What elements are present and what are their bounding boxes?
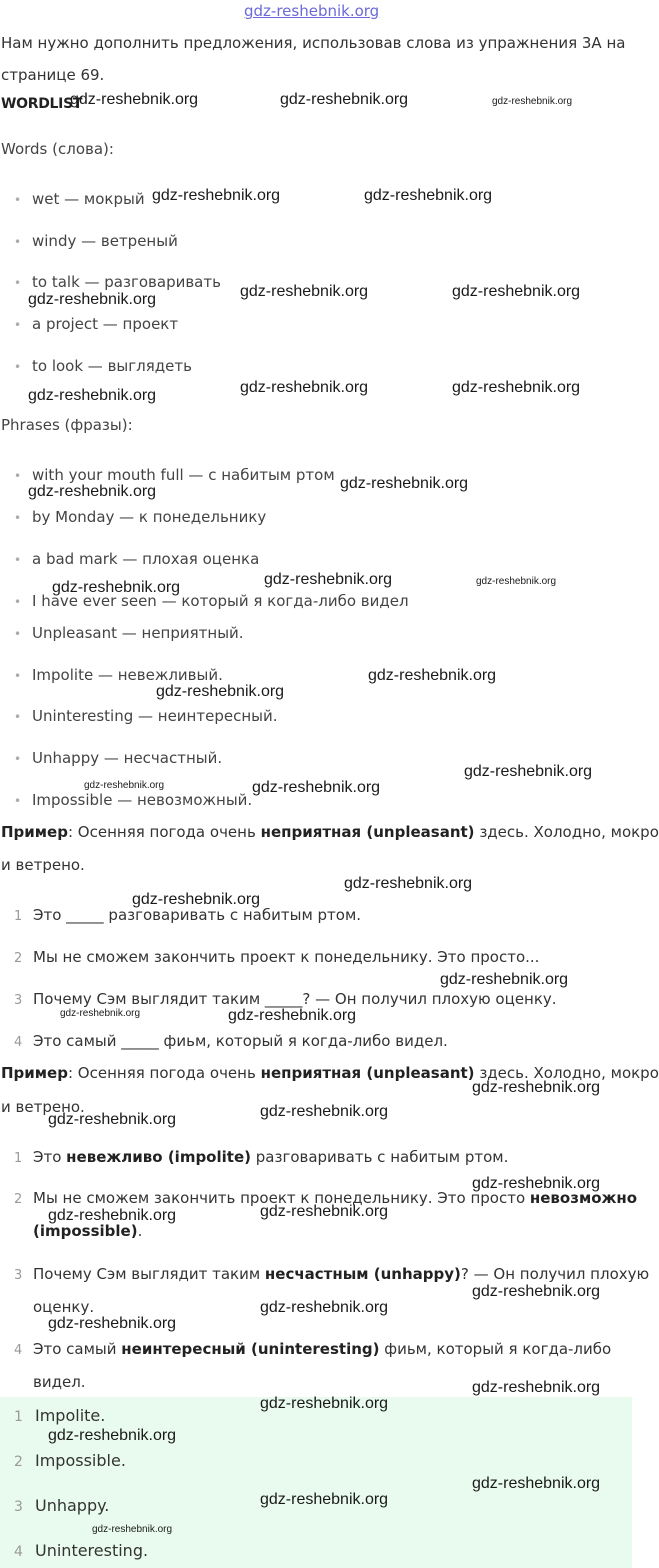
watermark: gdz-reshebnik.org [28, 483, 157, 500]
list-item: • by Monday — к понедельнику [14, 508, 267, 526]
watermark: gdz-reshebnik.org [132, 891, 261, 908]
task-item: 1 Это _____ разговаривать с набитым ртом. [14, 906, 362, 924]
bullet-icon: • [14, 360, 22, 374]
watermark: gdz-reshebnik.org [260, 1491, 389, 1508]
list-item: • Unpleasant — неприятный. [14, 624, 244, 642]
list-item: • windy — ветреный [14, 232, 178, 250]
list-item: • Impossible — невозможный. [14, 791, 253, 809]
watermark: gdz-reshebnik.org [60, 1008, 141, 1019]
solved-item-line-2: (impossible). [33, 1222, 143, 1240]
watermark: gdz-reshebnik.org [48, 1315, 177, 1332]
example-line-2-repeat: и ветрено. [1, 1098, 85, 1116]
task-item: 4 Это самый _____ фиьм, который я когда-либо видел. [14, 1032, 448, 1050]
list-item: • with your mouth full — с набитым ртом [14, 466, 335, 484]
watermark: gdz-reshebnik.org [70, 91, 199, 108]
watermark: gdz-reshebnik.org [472, 1475, 601, 1492]
example-line-repeat: Пример: Осенняя погода очень неприятная (unpleasant) здесь. Холодно, мокро [1, 1064, 659, 1082]
watermark: gdz-reshebnik.org [28, 387, 157, 404]
watermark: gdz-reshebnik.org [344, 875, 473, 892]
watermark: gdz-reshebnik.org [452, 283, 581, 300]
list-item: • Impolite — невежливый. [14, 666, 223, 684]
watermark: gdz-reshebnik.org [472, 1175, 601, 1192]
solved-item: 4 Это самый неинтересный (uninteresting) фиьм, который я когда-либо [14, 1340, 612, 1358]
list-item: • I have ever seen — который я когда-либо видел [14, 592, 409, 610]
solved-item-line-2: видел. [33, 1373, 86, 1391]
bullet-icon: • [14, 235, 22, 249]
watermark: gdz-reshebnik.org [52, 579, 181, 596]
intro-line-2: странице 69. [1, 66, 105, 84]
wordlist-heading: WORDLIST [1, 96, 83, 112]
solved-item-line-2: оценку. [33, 1298, 95, 1316]
watermark: gdz-reshebnik.org [492, 96, 573, 107]
watermark: gdz-reshebnik.org [364, 187, 493, 204]
watermark: gdz-reshebnik.org [156, 683, 285, 700]
watermark: gdz-reshebnik.org [48, 1427, 177, 1444]
bullet-icon: • [14, 276, 22, 290]
watermark: gdz-reshebnik.org [280, 91, 409, 108]
watermark: gdz-reshebnik.org [48, 1111, 177, 1128]
bullet-icon: • [14, 511, 22, 525]
watermark: gdz-reshebnik.org [28, 291, 157, 308]
watermark: gdz-reshebnik.org [92, 1524, 173, 1535]
watermark: gdz-reshebnik.org [260, 1299, 389, 1316]
watermark: gdz-reshebnik.org [260, 1103, 389, 1120]
example-line: Пример: Осенняя погода очень неприятная (unpleasant) здесь. Холодно, мокро [1, 823, 659, 841]
words-heading: Words (слова): [1, 140, 114, 158]
example-line-2: и ветрено. [1, 856, 85, 874]
list-item: • Uninteresting — неинтересный. [14, 707, 278, 725]
bullet-icon: • [14, 794, 22, 808]
bullet-icon: • [14, 553, 22, 567]
watermark: gdz-reshebnik.org [240, 379, 369, 396]
watermark: gdz-reshebnik.org [472, 1283, 601, 1300]
list-item: • wet — мокрый [14, 190, 145, 208]
list-item: • Unhappy — несчастный. [14, 749, 223, 767]
site-link[interactable]: gdz-reshebnik.org [244, 2, 380, 20]
list-item: • a project — проект [14, 315, 179, 333]
watermark: gdz-reshebnik.org [152, 187, 281, 204]
watermark: gdz-reshebnik.org [264, 571, 393, 588]
watermark: gdz-reshebnik.org [84, 780, 165, 791]
watermark: gdz-reshebnik.org [464, 763, 593, 780]
bullet-icon: • [14, 193, 22, 207]
watermark: gdz-reshebnik.org [252, 779, 381, 796]
bullet-icon: • [14, 595, 22, 609]
watermark: gdz-reshebnik.org [472, 1079, 601, 1096]
bullet-icon: • [14, 669, 22, 683]
watermark: gdz-reshebnik.org [472, 1379, 601, 1396]
solved-item: 3 Почему Сэм выглядит таким несчастным (unhappy)? — Он получил плохую [14, 1265, 650, 1283]
task-item: 2 Мы не сможем закончить проект к понедельнику. Это просто... [14, 948, 540, 966]
answer-item: 1 Impolite. [14, 1406, 106, 1425]
phrases-heading: Phrases (фразы): [1, 416, 133, 434]
list-item: • to look — выглядеть [14, 357, 192, 375]
intro-line-1: Нам нужно дополнить предложения, использовав слова из упражнения 3А на [1, 34, 626, 52]
solved-item: 2 Мы не сможем закончить проект к понедельнику. Это просто невозможно [14, 1189, 638, 1207]
bullet-icon: • [14, 710, 22, 724]
watermark: gdz-reshebnik.org [48, 1207, 177, 1224]
watermark: gdz-reshebnik.org [368, 667, 497, 684]
watermark: gdz-reshebnik.org [260, 1395, 389, 1412]
list-item: • a bad mark — плохая оценка [14, 550, 260, 568]
answer-item: 3 Unhappy. [14, 1496, 110, 1515]
watermark: gdz-reshebnik.org [340, 475, 469, 492]
bullet-icon: • [14, 627, 22, 641]
solved-item: 1 Это невежливо (impolite) разговаривать с набитым ртом. [14, 1148, 509, 1166]
watermark: gdz-reshebnik.org [228, 1007, 357, 1024]
bullet-icon: • [14, 469, 22, 483]
bullet-icon: • [14, 318, 22, 332]
answer-item: 2 Impossible. [14, 1451, 126, 1470]
watermark: gdz-reshebnik.org [476, 576, 557, 587]
watermark: gdz-reshebnik.org [452, 379, 581, 396]
watermark: gdz-reshebnik.org [440, 971, 569, 988]
task-item: 3 Почему Сэм выглядит таким _____? — Он получил плохую оценку. [14, 990, 557, 1008]
list-item: • to talk — разговаривать [14, 273, 221, 291]
watermark: gdz-reshebnik.org [240, 283, 369, 300]
watermark: gdz-reshebnik.org [260, 1203, 389, 1220]
answer-item: 4 Uninteresting. [14, 1541, 149, 1560]
bullet-icon: • [14, 752, 22, 766]
